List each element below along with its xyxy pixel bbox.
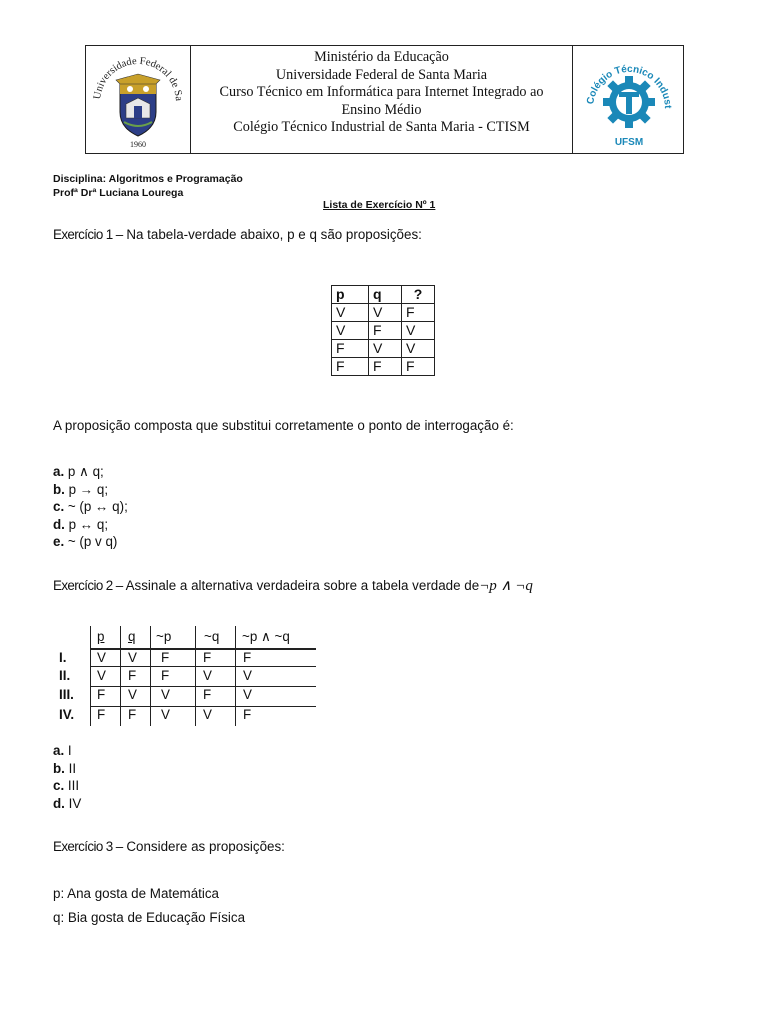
t2-cell: V bbox=[128, 650, 137, 665]
t2-cell: F bbox=[128, 707, 137, 722]
document-header bbox=[85, 45, 684, 154]
t2-row-label: III. bbox=[59, 687, 74, 702]
t2-cell: F bbox=[97, 687, 106, 702]
t2-cell: V bbox=[243, 687, 252, 702]
t2-cell: V bbox=[203, 668, 212, 683]
table-header-row bbox=[332, 286, 435, 304]
table-cell: V bbox=[332, 322, 369, 340]
grid-line bbox=[120, 626, 121, 726]
table-header-cell: ? bbox=[402, 286, 435, 304]
t2-cell: F bbox=[97, 707, 106, 722]
grid-line bbox=[235, 626, 236, 726]
grid-line bbox=[90, 686, 316, 687]
header-line-3: Curso Técnico em Informática para Internet Integrado ao bbox=[219, 84, 544, 101]
ex2-text: Assinale a alternativa verdadeira sobre a tabela verdade de bbox=[122, 578, 480, 593]
header-line-5: Colégio Técnico Industrial de Santa Maria - CTISM bbox=[233, 119, 530, 136]
option-e: e. ~ (p v q) bbox=[53, 534, 118, 549]
table-cell: V bbox=[402, 340, 435, 358]
header-line-1: Ministério da Educação bbox=[314, 49, 449, 65]
ctism-bottom-text: UFSM bbox=[614, 137, 644, 148]
grid-line bbox=[150, 626, 151, 726]
ctism-gear-logo-icon bbox=[573, 46, 683, 153]
ex1-options bbox=[53, 463, 128, 551]
option-d: d. p ↔ q; bbox=[53, 516, 109, 532]
table-header-cell: p bbox=[332, 286, 369, 304]
table-row bbox=[332, 340, 435, 358]
header-line-2: Universidade Federal de Santa Maria bbox=[275, 66, 488, 83]
t2-cell: F bbox=[203, 650, 212, 665]
ex1-statement bbox=[53, 226, 422, 244]
t2-cell: F bbox=[161, 650, 170, 665]
table-cell: F bbox=[369, 322, 402, 340]
seal-ring-text: Universidade Federal de Sa bbox=[91, 55, 185, 102]
table-row bbox=[332, 322, 435, 340]
t2-header-cell: ~p bbox=[156, 629, 172, 644]
ex3-text: Considere as proposições: bbox=[122, 839, 285, 854]
t2-cell: V bbox=[128, 687, 137, 702]
ctism-ring-text: Colégio Técnico Indust bbox=[585, 63, 674, 109]
t2-cell: V bbox=[97, 668, 106, 683]
table-row bbox=[332, 358, 435, 376]
ex2-label: Exercício 2 – bbox=[53, 578, 123, 593]
ex3-label: Exercício 3 – bbox=[53, 839, 123, 854]
table-cell: V bbox=[369, 340, 402, 358]
table-cell: F bbox=[369, 358, 402, 376]
ex2-formula: ¬p ∧ ¬q bbox=[479, 578, 533, 594]
option-c: c. III bbox=[53, 778, 80, 793]
professor-label: Profª Drª Luciana Lourega bbox=[53, 187, 184, 199]
ex2-options bbox=[53, 742, 81, 812]
ctism-logo-cell bbox=[572, 46, 683, 153]
table-cell: F bbox=[402, 304, 435, 322]
grid-line bbox=[195, 626, 196, 726]
ex3-statement bbox=[53, 838, 285, 856]
t2-cell: V bbox=[243, 668, 252, 683]
t2-cell: F bbox=[243, 650, 252, 665]
grid-line bbox=[90, 666, 316, 667]
table-header-cell: q bbox=[369, 286, 402, 304]
t2-header-cell: ~p ∧ ~q bbox=[242, 629, 290, 644]
t2-cell: F bbox=[203, 687, 212, 702]
table-cell: F bbox=[402, 358, 435, 376]
ufsm-seal-icon bbox=[86, 46, 190, 153]
t2-header-cell: ~q bbox=[204, 629, 220, 644]
discipline-label: Disciplina: Algoritmos e Programação bbox=[53, 173, 243, 185]
ex1-question: A proposição composta que substitui corretamente o ponto de interrogação é: bbox=[53, 418, 514, 433]
ex3-proposition-p: p: Ana gosta de Matemática bbox=[53, 886, 219, 901]
ufsm-seal-cell bbox=[86, 46, 191, 153]
t2-row-label: IV. bbox=[59, 707, 75, 722]
t2-header-cell: p bbox=[97, 629, 105, 644]
ex1-truth-table bbox=[331, 285, 435, 376]
t2-cell: V bbox=[97, 650, 106, 665]
ex3-proposition-q: q: Bia gosta de Educação Física bbox=[53, 910, 246, 925]
t2-cell: V bbox=[203, 707, 212, 722]
t2-cell: F bbox=[161, 668, 170, 683]
grid-line bbox=[90, 648, 316, 650]
option-d: d. IV bbox=[53, 795, 82, 811]
grid-line bbox=[90, 706, 316, 707]
option-c: c. ~ (p ↔ q); bbox=[53, 499, 128, 514]
grid-line bbox=[90, 626, 91, 726]
table-cell: F bbox=[332, 340, 369, 358]
table-cell: V bbox=[369, 304, 402, 322]
table-cell: F bbox=[332, 358, 369, 376]
t2-header-cell: q bbox=[128, 629, 136, 644]
t2-cell: V bbox=[161, 687, 170, 702]
table-cell: V bbox=[402, 322, 435, 340]
t2-cell: V bbox=[161, 707, 170, 722]
option-a: a. I bbox=[53, 743, 72, 758]
option-a: a. p ∧ q; bbox=[53, 464, 104, 479]
header-text-block bbox=[191, 49, 572, 137]
table-row bbox=[332, 304, 435, 322]
header-line-4: Ensino Médio bbox=[341, 101, 422, 118]
option-b: b. II bbox=[53, 760, 77, 776]
ex1-label: Exercício 1 – bbox=[53, 227, 123, 242]
t2-cell: F bbox=[243, 707, 252, 722]
ex1-text: Na tabela-verdade abaixo, p e q são proposições: bbox=[122, 227, 422, 242]
seal-year: 1960 bbox=[130, 140, 146, 149]
ex2-truth-table bbox=[53, 626, 323, 736]
t2-row-label: I. bbox=[59, 650, 67, 665]
list-title: Lista de Exercício Nº 1 bbox=[323, 199, 436, 211]
table-cell: V bbox=[332, 304, 369, 322]
t2-row-label: II. bbox=[59, 668, 71, 683]
t2-cell: F bbox=[128, 668, 137, 683]
option-b: b. p → q; bbox=[53, 481, 109, 497]
ex2-statement bbox=[53, 577, 533, 596]
